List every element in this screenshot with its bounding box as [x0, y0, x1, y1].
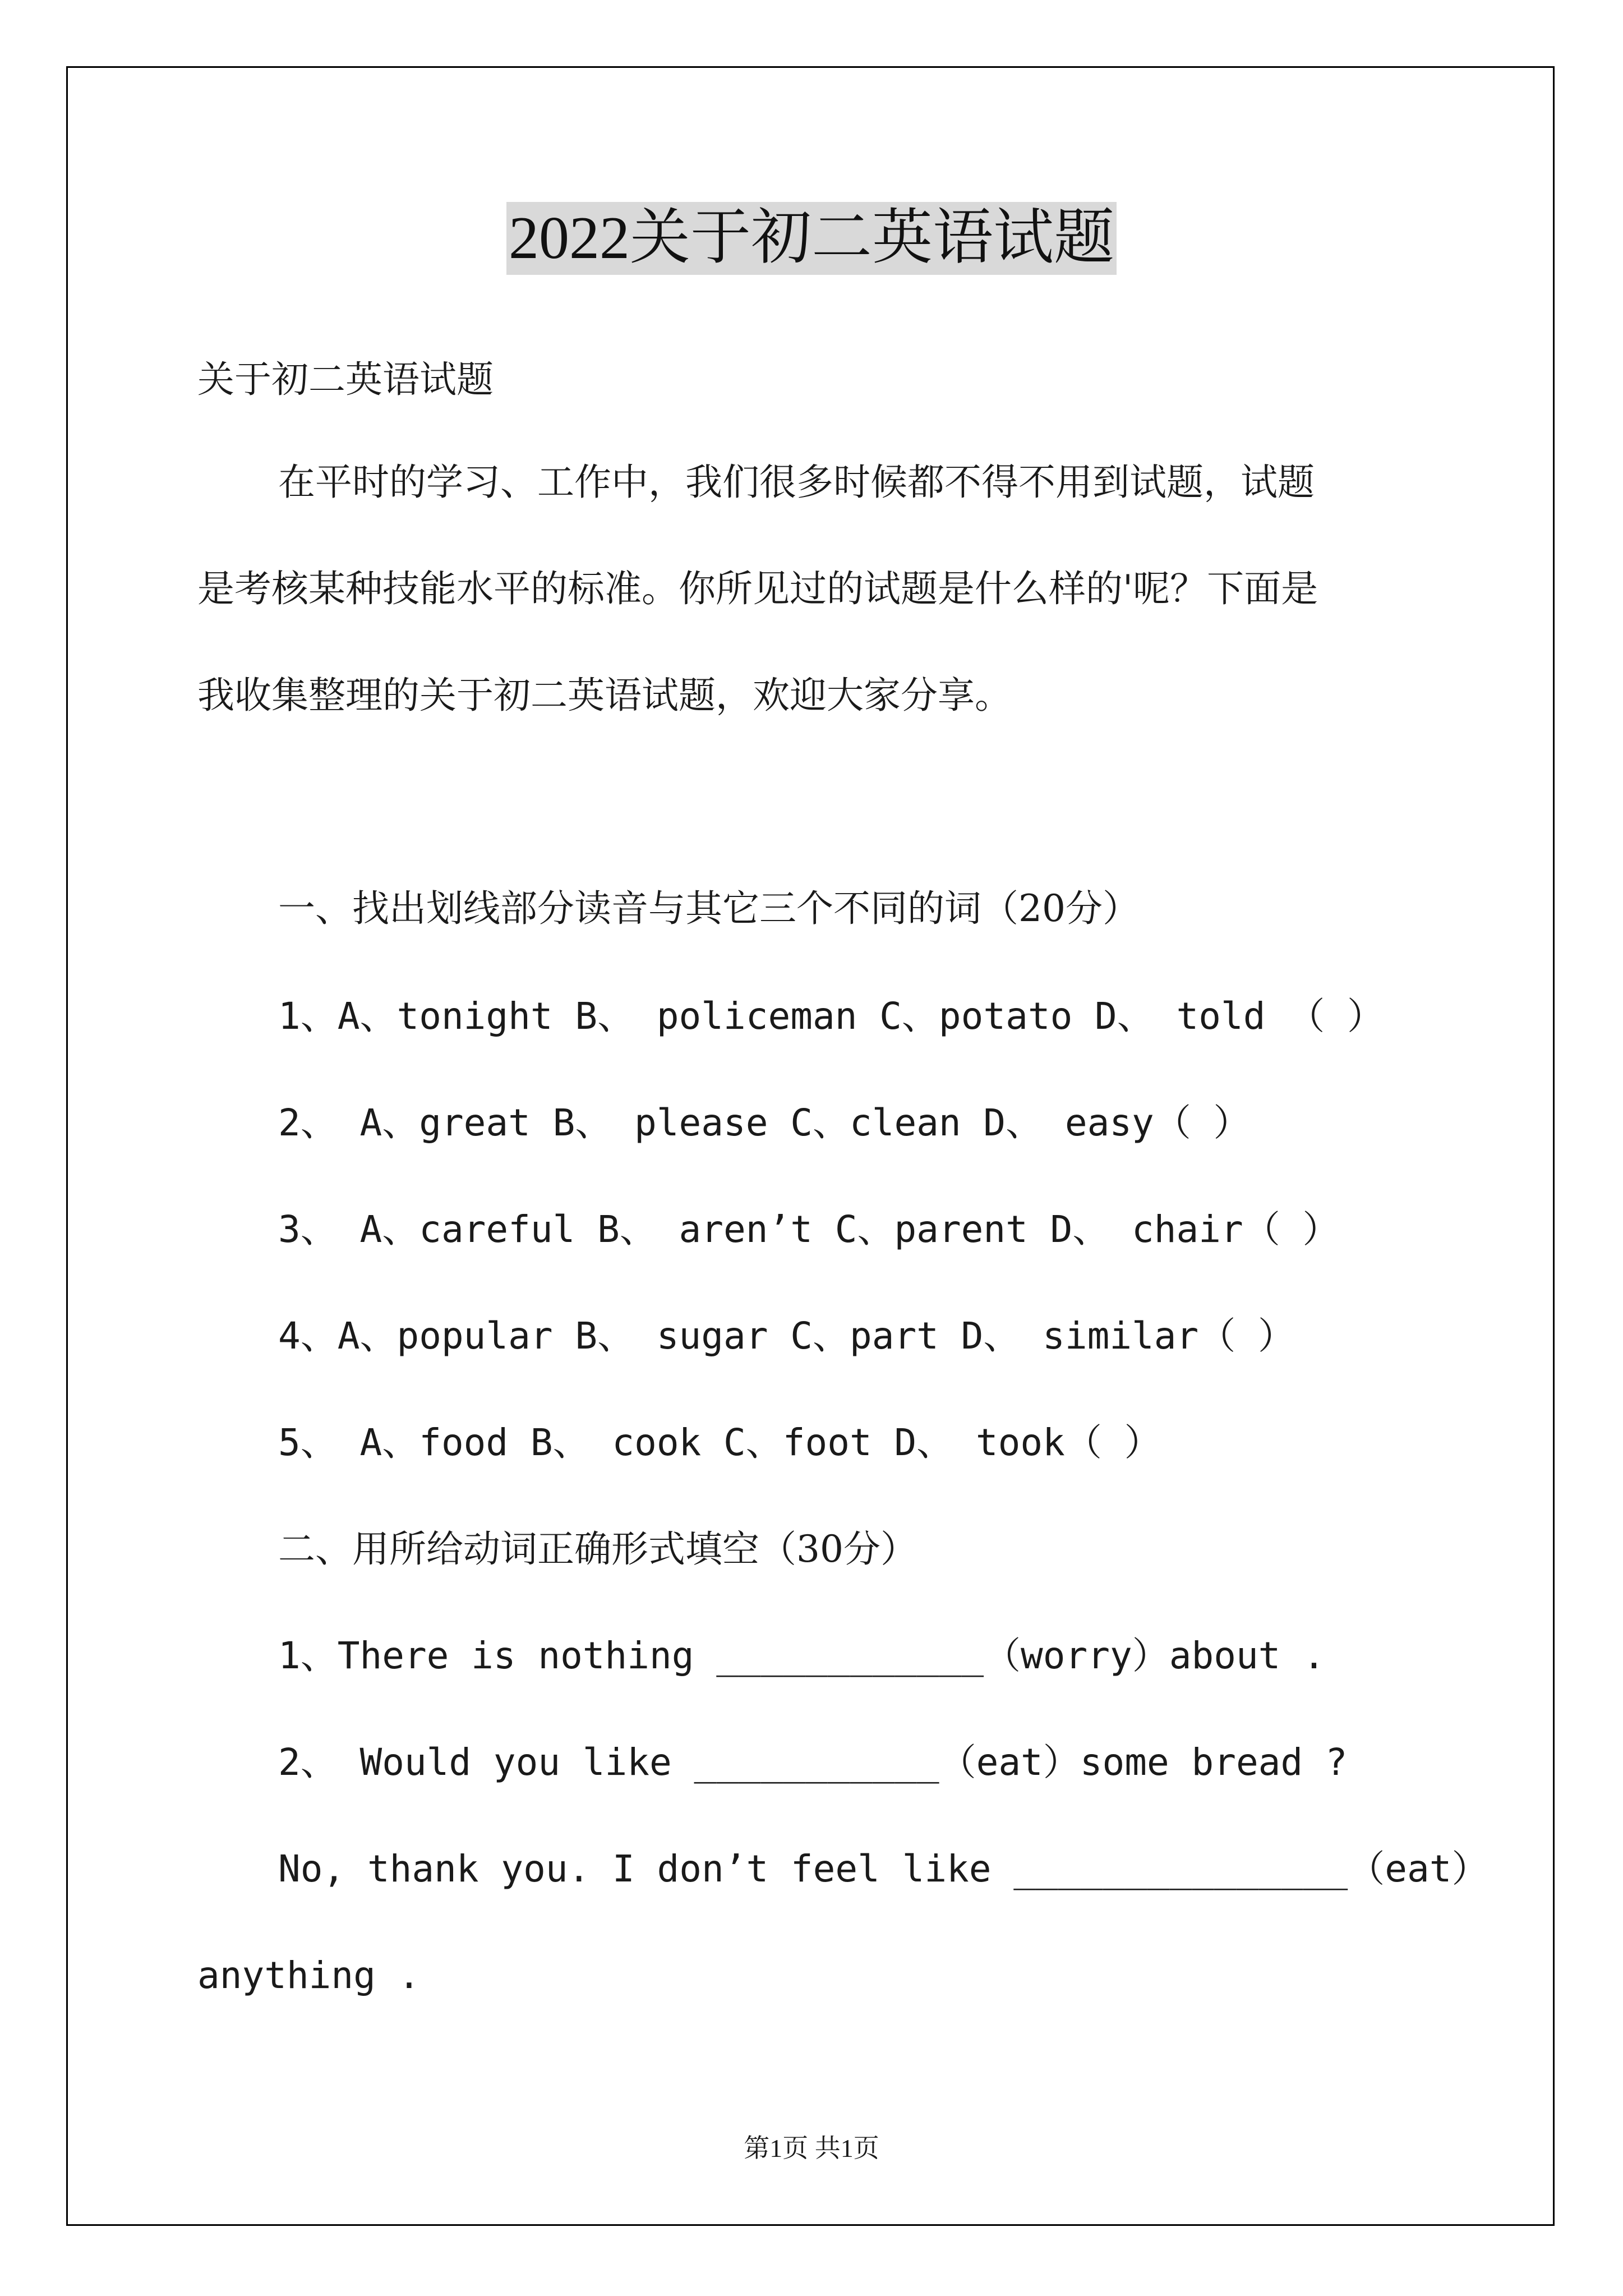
question-2-2-answer-cont: anything .: [197, 1954, 421, 1997]
intro-line-2: 是考核某种技能水平的标准。你所见过的试题是什么样的'呢？下面是: [197, 567, 1318, 610]
question-2-2: 2、 Would you like ___________（eat）some bread ?: [278, 1741, 1348, 1784]
question-1-4: 4、A、popular B、 sugar C、part D、 similar（ ）: [278, 1314, 1295, 1358]
question-2-2-answer: No, thank you. I don’t feel like _______________（eat）: [278, 1847, 1489, 1890]
section2-heading: 二、用所给动词正确形式填空（30分）: [278, 1527, 917, 1571]
subtitle: 关于初二英语试题: [197, 358, 494, 401]
question-1-5: 5、 A、food B、 cook C、foot D、 took（ ）: [278, 1421, 1161, 1464]
question-1-2: 2、 A、great B、 please C、clean D、 easy（ ）: [278, 1101, 1251, 1144]
title-container: [0, 202, 1623, 275]
question-2-1: 1、There is nothing ____________（worry）about .: [278, 1634, 1325, 1677]
section1-heading: 一、找出划线部分读音与其它三个不同的词（20分）: [278, 887, 1140, 930]
intro-line-1: 在平时的学习、工作中，我们很多时候都不得不用到试题，试题: [278, 461, 1315, 504]
document-title: 2022关于初二英语试题: [506, 202, 1117, 275]
page-footer: 第1页 共1页: [744, 2134, 879, 2162]
intro-line-3: 我收集整理的关于初二英语试题，欢迎大家分享。: [197, 674, 1012, 717]
question-1-3: 3、 A、careful B、 aren’t C、parent D、 chair（ ）: [278, 1208, 1340, 1251]
question-1-1: 1、A、tonight B、 policeman C、potato D、 told （ ）: [278, 995, 1384, 1038]
